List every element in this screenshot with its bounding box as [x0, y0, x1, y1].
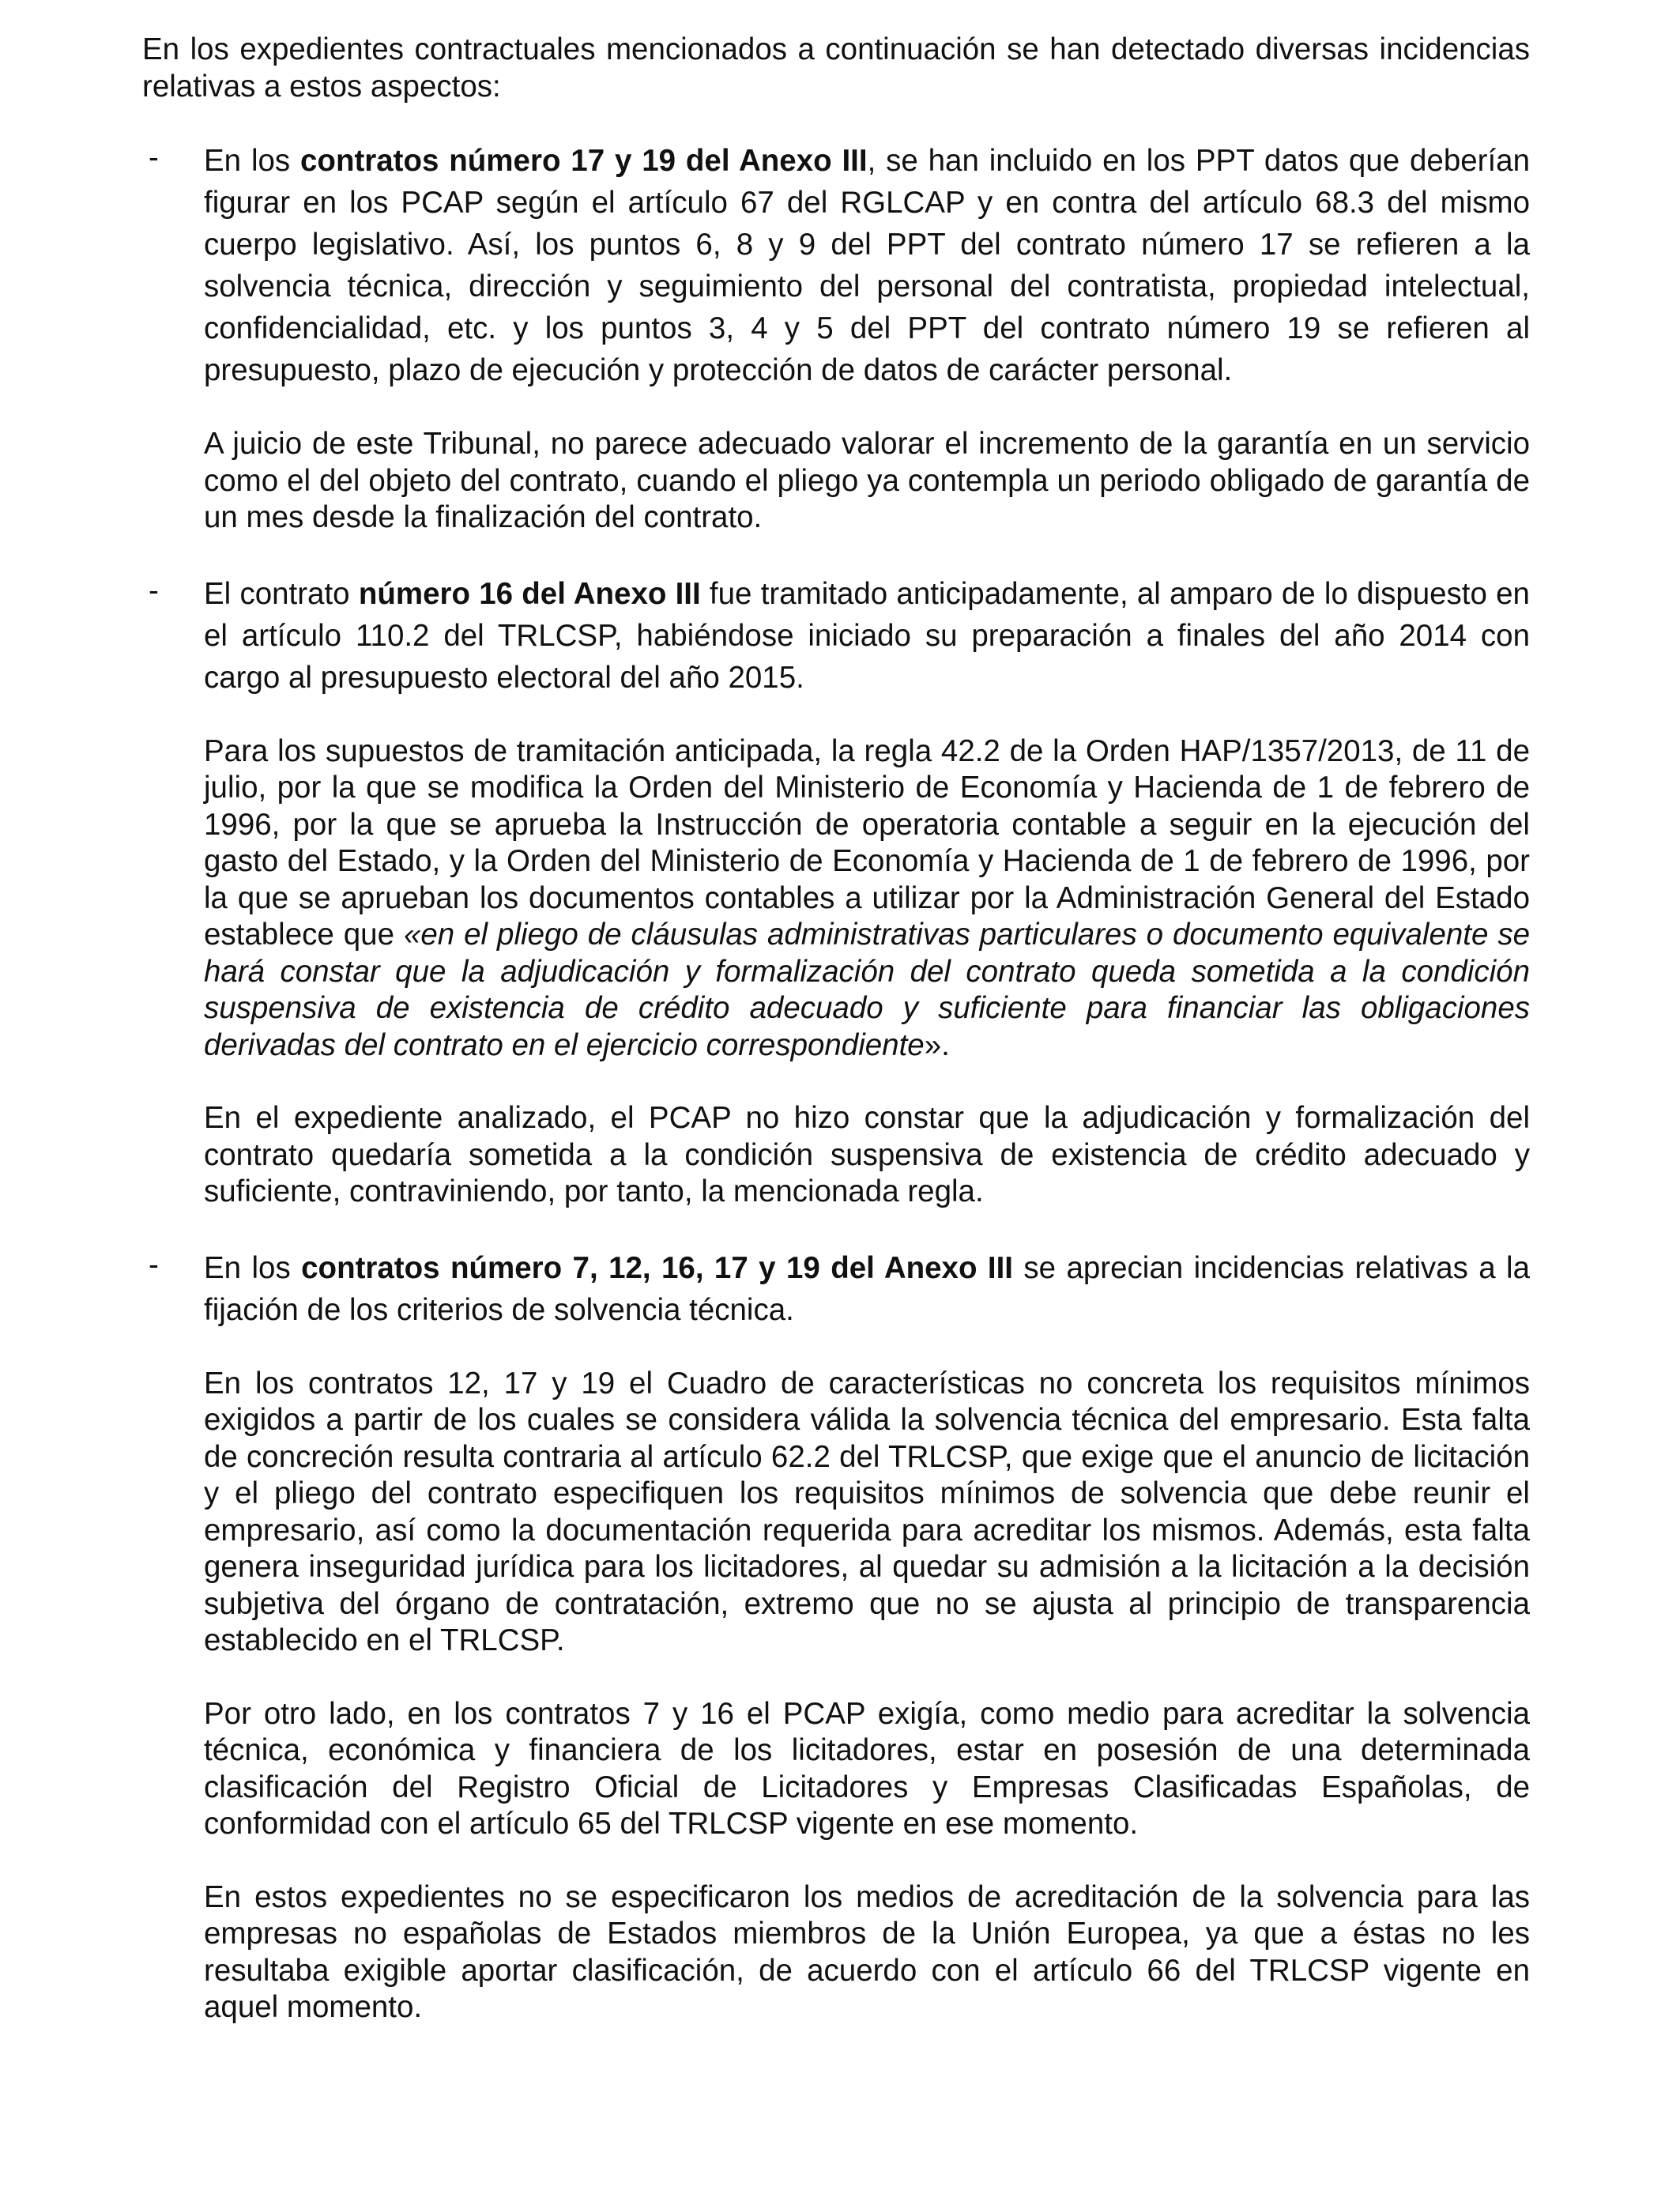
bullet-text-pre: El contrato [204, 576, 359, 611]
bullet-dash: - [149, 1247, 159, 1282]
regla-text-pre: Para los supuestos de tramitación anticipada, la regla 42.2 de la Orden HAP/1357/2013, de 11 de julio, por la que se modifica la Orden del Ministerio de Economía y Hacienda de 1 de febrero de 1996, por la que se aprueba la Instrucción de operatoria contable a seguir en la ejecución del gasto del Estado, y la Orden del Ministerio de Economía y Hacienda de 1 de febrero de 1996, por la que se aprueban los documentos contables a utilizar por la Administración General del Estado establece que [204, 733, 1530, 952]
bullet-text [204, 1247, 1530, 1331]
paragraph-garantia: A juicio de este Tribunal, no parece adecuado valorar el incremento de la garantía en un servicio como el del objeto del contrato, cuando el pliego ya contempla un periodo obligado de garantía de un mes desde la finalización del contrato. [204, 427, 1530, 534]
bullet-text-pre: En los [204, 1250, 302, 1285]
bullet-text-post: se aprecian incidencias relativas a la fijación de los criterios de solvencia técnica. [204, 1250, 1531, 1327]
bullet-text-pre: En los [204, 144, 301, 178]
bullet-text-bold: número 16 del Anexo III [358, 576, 701, 611]
bullet-text [204, 140, 1530, 391]
intro-paragraph: En los expedientes contractuales mencionados a continuación se han detectado diversas incidencias relativas a estos aspectos: [142, 32, 1530, 104]
bullet-text [204, 573, 1530, 699]
bullet-text-post: , se han incluido en los PPT datos que deberían figurar en los PCAP según el artículo 67 del RGLCAP y en contra del artículo 68.3 del mismo cuerpo legislativo. Así, los puntos 6, 8 y 9 del PPT del contrato número 17 se refieren a la solvencia técnica, dirección y seguimiento del personal del contratista, propiedad intelectual, confidencialidad, etc. y los puntos 3, 4 y 5 del PPT del contrato número 19 se refieren al presupuesto, plazo de ejecución y protección de datos de carácter personal. [204, 144, 1531, 387]
bullet-text-post: fue tramitado anticipadamente, al amparo de lo dispuesto en el artículo 110.2 del TRLCSP, habiéndose iniciado su preparación a finales del año 2014 con cargo al presupuesto electoral del año 2015. [204, 576, 1530, 695]
paragraph-otro-lado: Por otro lado, en los contratos 7 y 16 el PCAP exigía, como medio para acreditar la solvencia técnica, económica y financiera de los licitadores, estar en posesión de una determinada clasificación del Registro Oficial de Licitadores y Empresas Clasificadas Españolas, de conformidad con el artículo 65 del TRLCSP vigente en ese momento. [204, 1696, 1530, 1841]
paragraph-cuadro-caracteristicas: En los contratos 12, 17 y 19 el Cuadro de características no concreta los requisitos mínimos exigidos a partir de los cuales se considera válida la solvencia técnica del empresario. Esta falta de concreción resulta contraria al artículo 62.2 del TRLCSP, que exige que el anuncio de licitación y el pliego del contrato especifiquen los requisitos mínimos de solvencia que debe reunir el empresario, así como la documentación requerida para acreditar los mismos. Además, esta falta genera inseguridad jurídica para los licitadores, al quedar su admisión a la licitación a la decisión subjetiva del órgano de contratación, extremo que no se ajusta al principio de transparencia establecido en el TRLCSP. [204, 1366, 1530, 1657]
bullet-item-contrato-16 [142, 573, 1530, 699]
bullet-text-bold: contratos número 17 y 19 del Anexo III [300, 144, 868, 178]
regla-quote: «en el pliego de cláusulas administrativas particulares o documento equivalente se hará constar que la adjudicación y formalización del contrato queda sometida a la condición suspensiva de existencia de crédito adecuado y suficiente para financiar las obligaciones derivadas del contrato en el ejercicio correspondiente [204, 918, 1530, 1062]
bullet-dash: - [149, 141, 159, 175]
regla-text-post: ». [924, 1027, 950, 1062]
paragraph-estos-expedientes: En estos expedientes no se especificaron los medios de acreditación de la solvencia para las empresas no españolas de Estados miembros de la Unión Europea, ya que a éstas no les resultaba exigible aportar clasificación, de acuerdo con el artículo 66 del TRLCSP vigente en aquel momento. [204, 1879, 1530, 2024]
paragraph-expediente-analizado: En el expediente analizado, el PCAP no hizo constar que la adjudicación y formalización del contrato quedaría sometida a la condición suspensiva de existencia de crédito adecuado y suficiente, contraviniendo, por tanto, la mencionada regla. [204, 1101, 1530, 1208]
bullet-text-bold: contratos número 7, 12, 16, 17 y 19 del Anexo III [301, 1250, 1013, 1285]
bullet-item-contratos-17-19 [142, 140, 1530, 391]
bullet-dash: - [149, 573, 159, 608]
paragraph-regla [142, 733, 1530, 1065]
document-page [142, 32, 1530, 2026]
bullet-item-contratos-solvencia [142, 1247, 1530, 1331]
